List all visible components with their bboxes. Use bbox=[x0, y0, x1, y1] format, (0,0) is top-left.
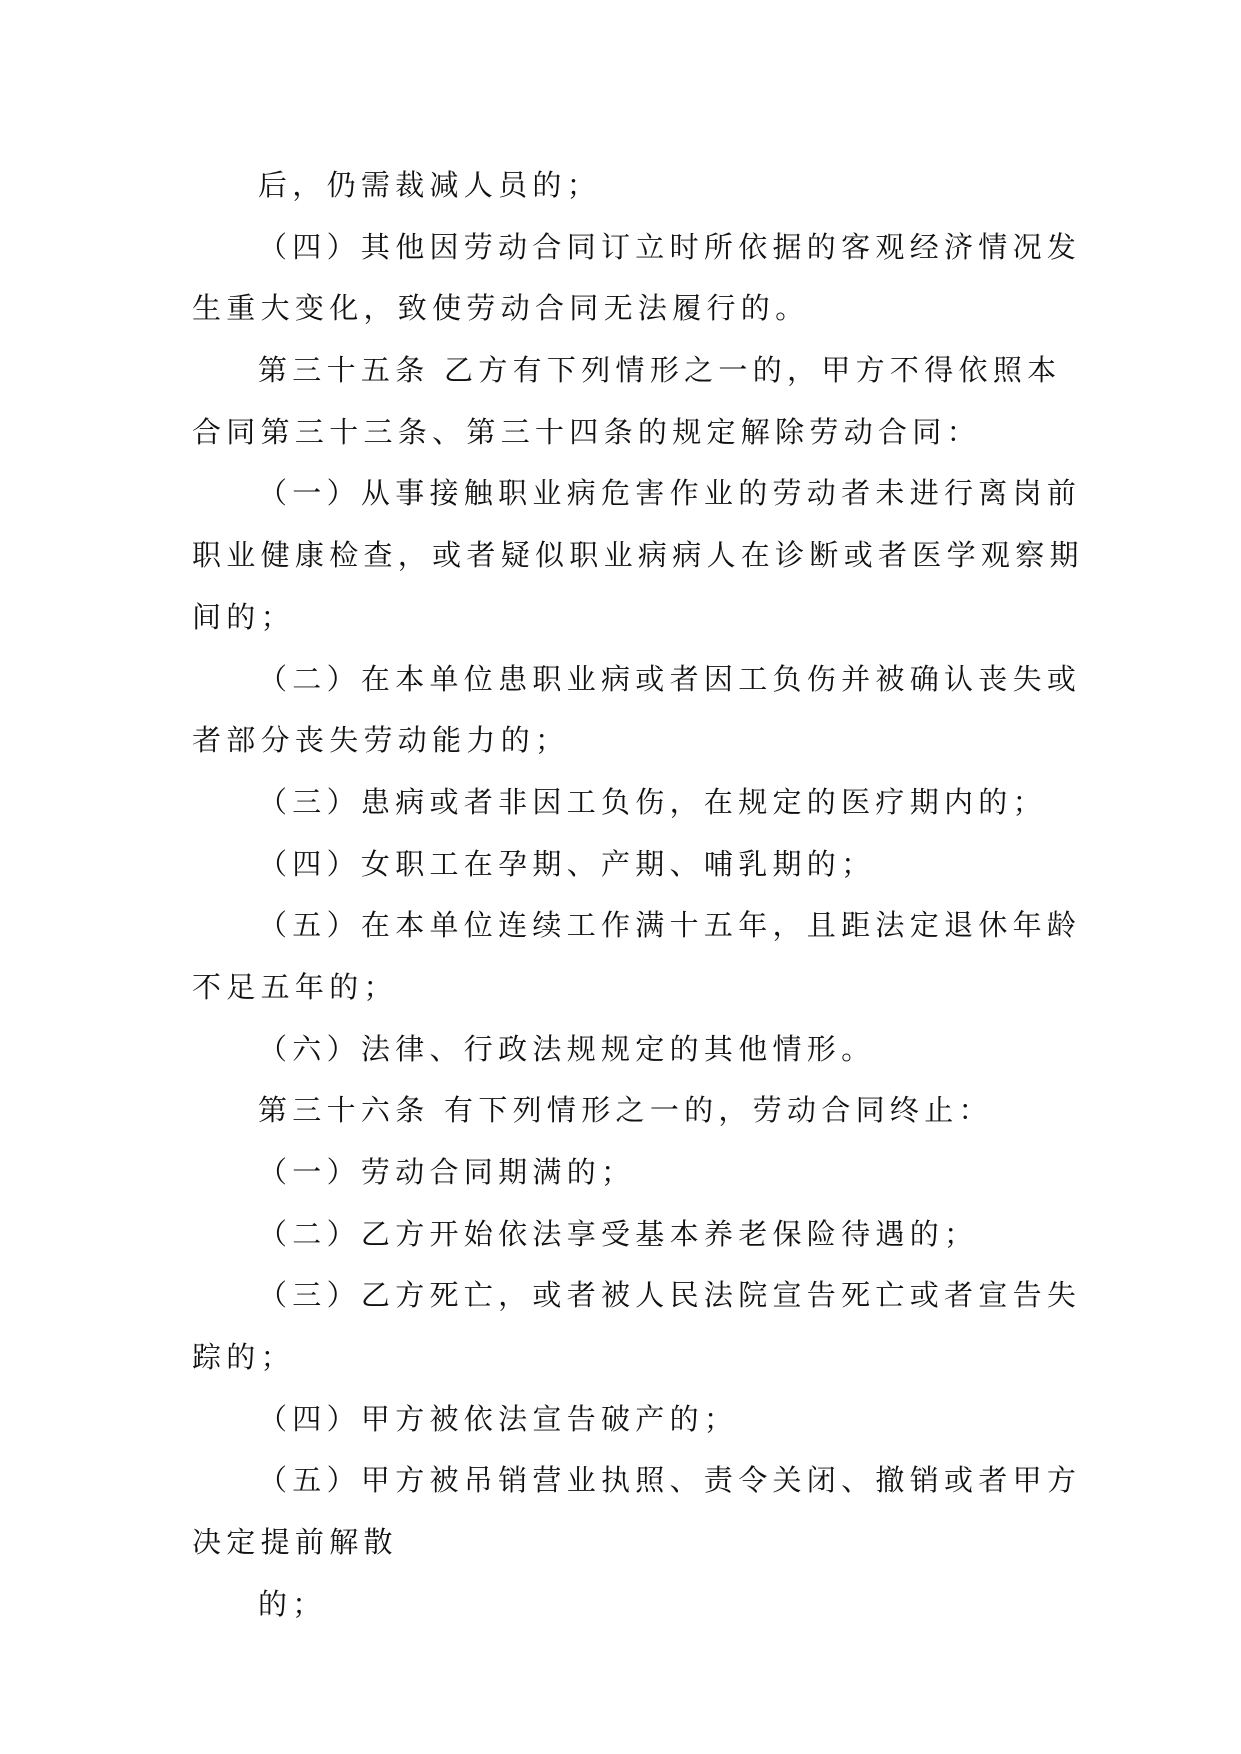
text-line: （三）乙方死亡，或者被人民法院宣告死亡或者宣告失 bbox=[258, 1278, 1082, 1313]
text-line: （四）甲方被依法宣告破产的； bbox=[258, 1401, 739, 1436]
text-line: （三）患病或者非因工负伤，在规定的医疗期内的； bbox=[258, 784, 1047, 819]
text-line: 职业健康检查，或者疑似职业病病人在诊断或者医学观察期 bbox=[192, 538, 1084, 573]
text-line: （五）在本单位连续工作满十五年，且距法定退休年龄 bbox=[258, 908, 1082, 943]
text-line: （一）劳动合同期满的； bbox=[258, 1155, 636, 1189]
text-line: 的； bbox=[258, 1586, 327, 1621]
text-line: （四）女职工在孕期、产期、哺乳期的； bbox=[258, 846, 876, 881]
text-line: 后，仍需裁减人员的； bbox=[258, 168, 602, 202]
text-line: 不足五年的； bbox=[192, 969, 398, 1004]
text-line: 踪的； bbox=[192, 1340, 295, 1375]
text-line: 间的； bbox=[192, 599, 295, 634]
text-line: （五）甲方被吊销营业执照、责令关闭、撤销或者甲方 bbox=[258, 1463, 1082, 1498]
text-line: 合同第三十三条、第三十四条的规定解除劳动合同： bbox=[192, 414, 981, 449]
text-line: （四）其他因劳动合同订立时所依据的客观经济情况发 bbox=[258, 229, 1082, 264]
text-line: 者部分丧失劳动能力的； bbox=[192, 723, 570, 758]
text-line: 生重大变化，致使劳动合同无法履行的。 bbox=[192, 291, 810, 326]
document-body bbox=[192, 155, 1084, 1636]
text-line: （六）法律、行政法规规定的其他情形。 bbox=[258, 1031, 876, 1066]
article-36-heading: 第三十六条 有下列情形之一的，劳动合同终止： bbox=[258, 1093, 993, 1128]
article-35-heading: 第三十五条 乙方有下列情形之一的，甲方不得依照本 bbox=[258, 353, 1062, 388]
text-line: （二）在本单位患职业病或者因工负伤并被确认丧失或 bbox=[258, 661, 1082, 696]
text-line: （一）从事接触职业病危害作业的劳动者未进行离岗前 bbox=[258, 476, 1082, 511]
text-line: （二）乙方开始依法享受基本养老保险待遇的； bbox=[258, 1216, 979, 1251]
text-line: 决定提前解散 bbox=[192, 1525, 398, 1560]
